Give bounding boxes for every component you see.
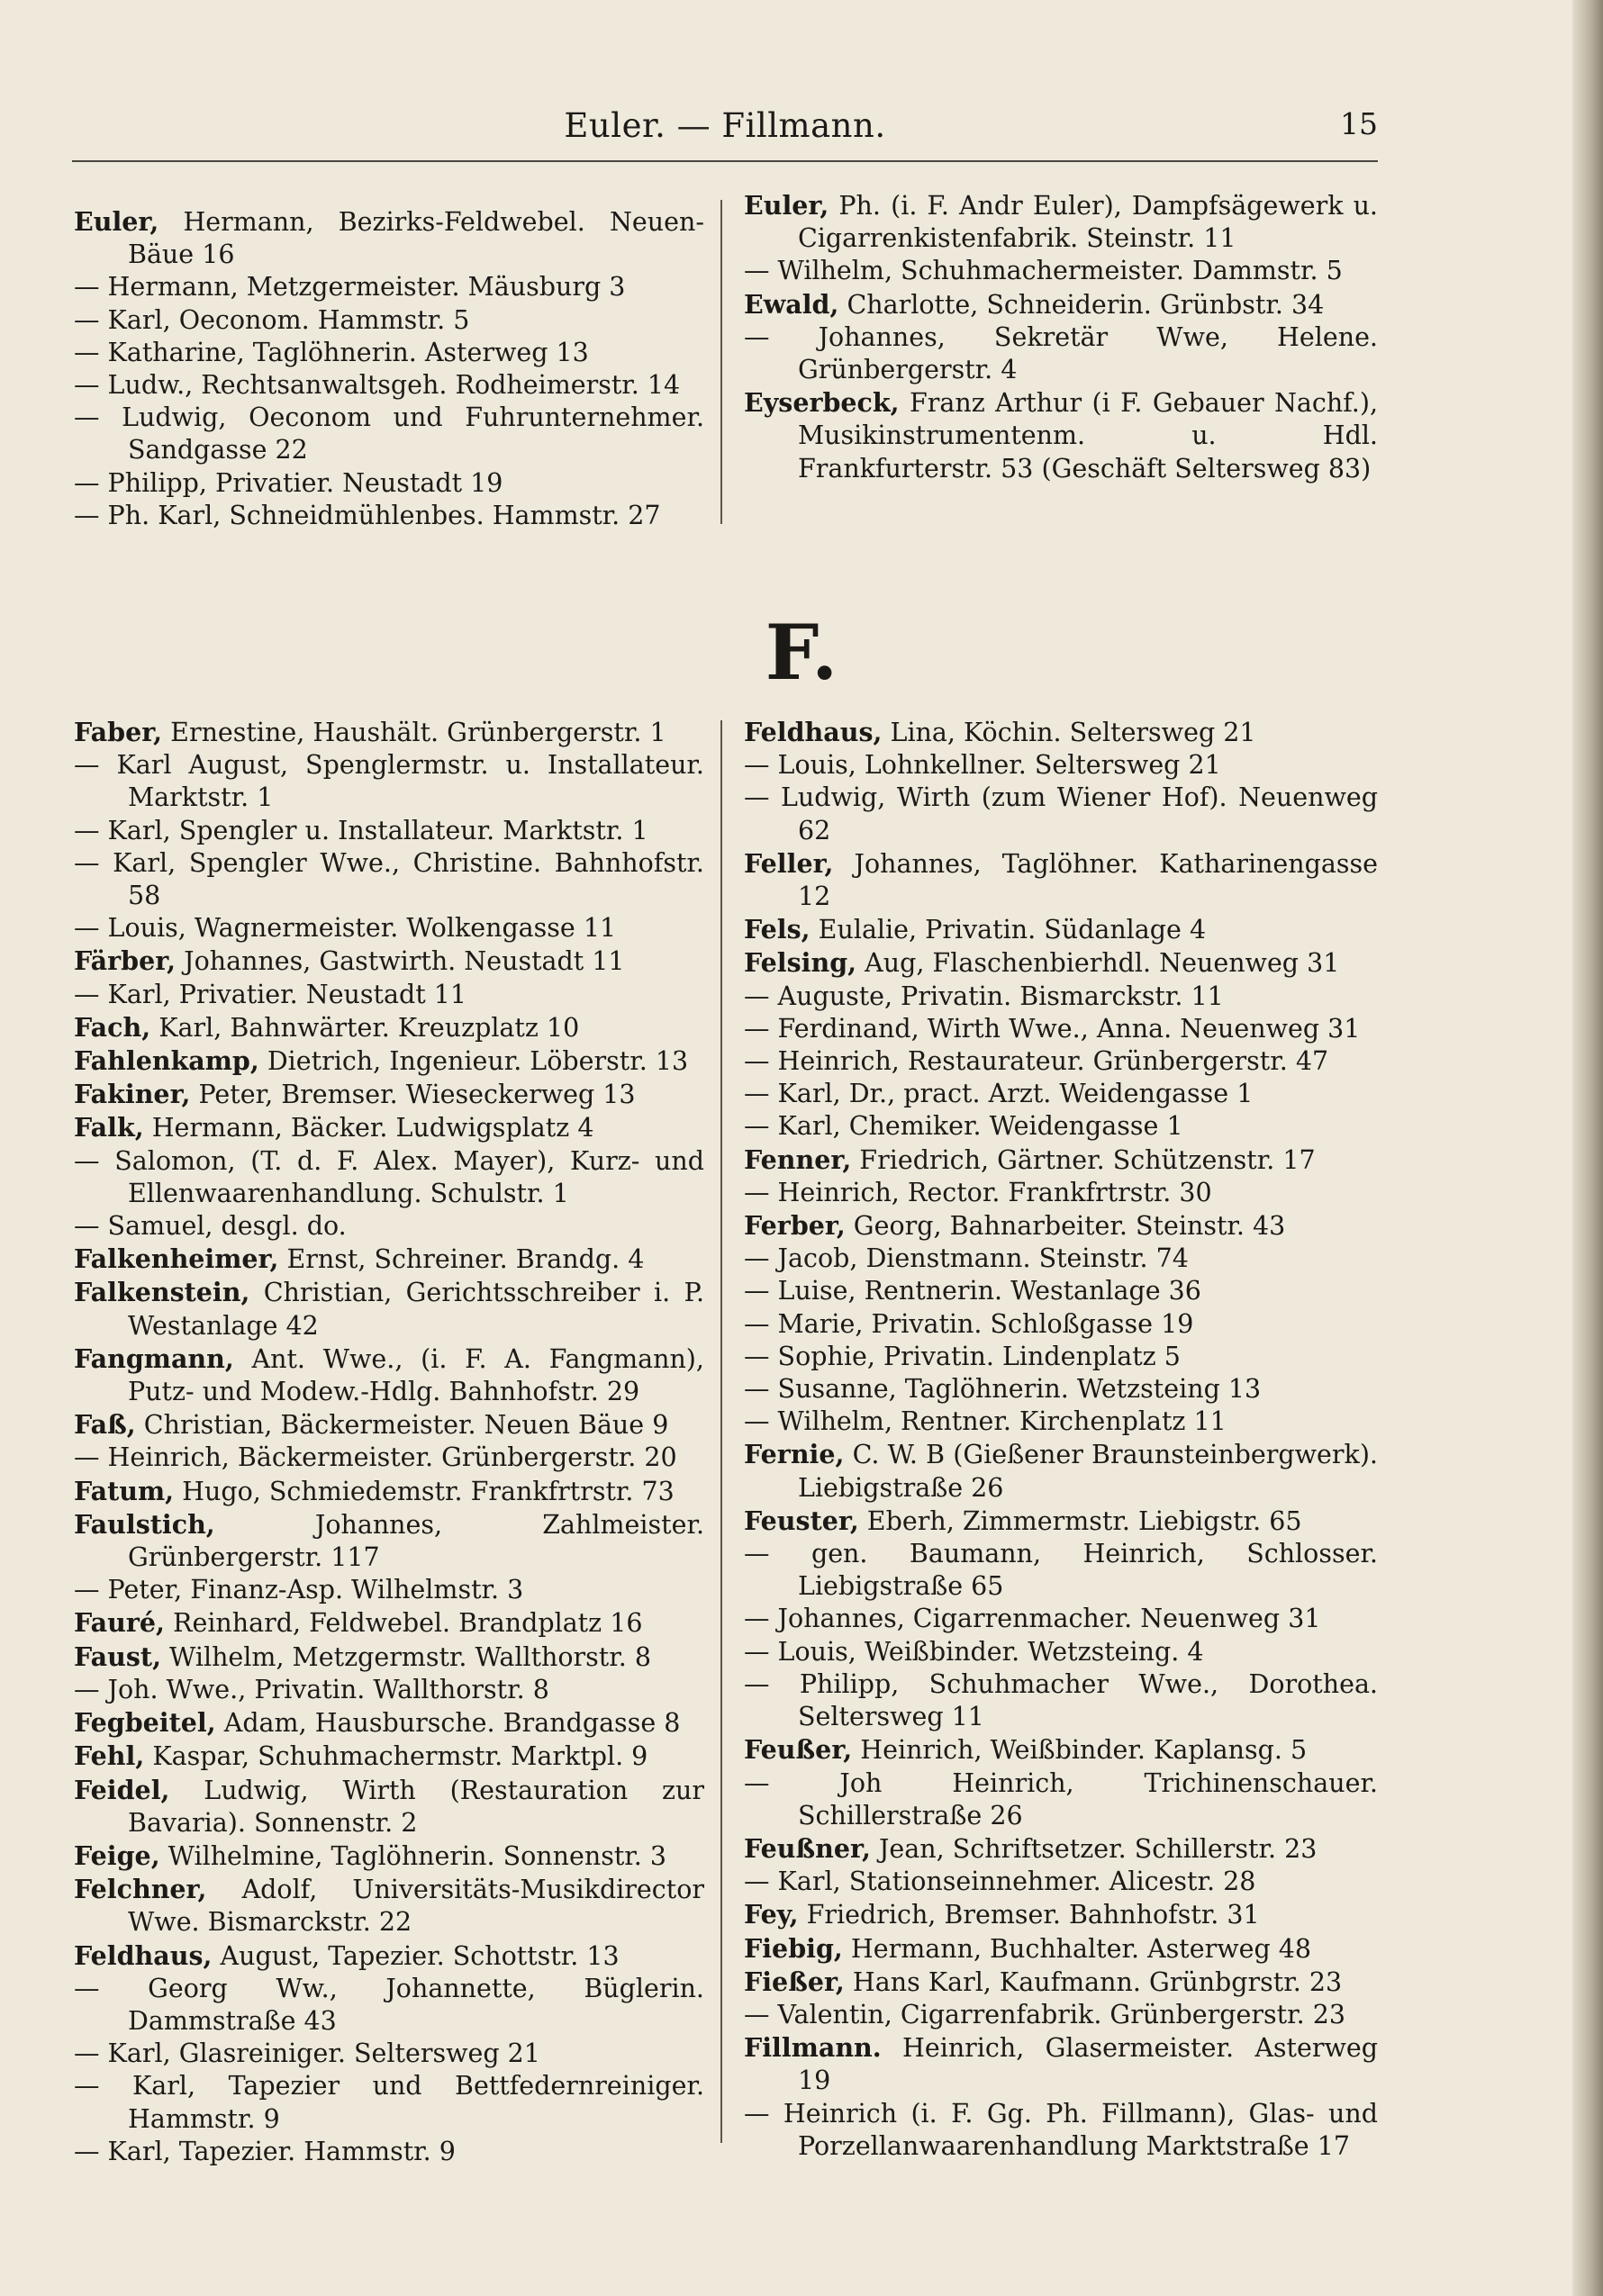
- surname: Fehl,: [74, 1740, 145, 1772]
- entry-text: — Ferdinand, Wirth Wwe., Anna. Neuenweg 31: [744, 1013, 1361, 1044]
- surname: Fach,: [74, 1011, 151, 1043]
- entry-text: — Joh. Wwe., Privatin. Wallthorstr. 8: [74, 1674, 549, 1704]
- entry-text: — Georg Ww., Johannette, Büglerin. Dammstraße 43: [74, 1973, 704, 2036]
- directory-entry: [74, 1674, 704, 1706]
- directory-entry: [744, 1999, 1378, 2031]
- directory-entry: [74, 205, 704, 271]
- surname: Fahlenkamp,: [74, 1045, 259, 1077]
- directory-entry: [74, 1508, 704, 1574]
- directory-entry: [74, 1243, 704, 1276]
- entry-text: Adam, Hausbursche. Brandgasse 8: [215, 1708, 681, 1739]
- entry-text: Ph. (i. F. Andr Euler), Dampfsägewerk u. Cigarrenkistenfabrik. Steinstr. 11: [798, 191, 1378, 254]
- entry-text: — Philipp, Schuhmacher Wwe., Dorothea. Seltersweg 11: [744, 1668, 1378, 1732]
- surname: Feldhaus,: [744, 717, 883, 747]
- entry-text: — Hermann, Metzgermeister. Mäusburg 3: [74, 272, 626, 303]
- surname: Fangmann,: [74, 1342, 234, 1374]
- entry-text: Reinhard, Feldwebel. Brandplatz 16: [164, 1608, 643, 1639]
- directory-entry: [74, 1342, 704, 1408]
- entry-text: Johannes, Gastwirth. Neustadt 11: [176, 946, 625, 977]
- entry-text: — Louis, Lohnkellner. Seltersweg 21: [744, 750, 1221, 781]
- surname: Ewald,: [744, 288, 839, 320]
- surname: Faulstich,: [74, 1508, 215, 1540]
- directory-entry: [74, 912, 704, 945]
- directory-entry: [744, 1733, 1378, 1767]
- directory-entry: [74, 1145, 704, 1210]
- entry-text: — Ph. Karl, Schneidmühlenbes. Hammstr. 27: [74, 500, 661, 530]
- entry-text: — Joh Heinrich, Trichinenschauer. Schillerstraße 26: [744, 1767, 1378, 1830]
- column-divider: [720, 720, 722, 2143]
- entry-text: — Wilhelm, Schuhmachermeister. Dammstr. 5: [744, 256, 1343, 286]
- directory-entry: [74, 815, 704, 847]
- directory-entry: [744, 1505, 1378, 1538]
- directory-entry: [74, 1939, 704, 1973]
- directory-entry: [74, 1774, 704, 1840]
- surname: Felsing,: [744, 947, 857, 979]
- entry-text: — Louis, Wagnermeister. Wolkengasse 11: [74, 913, 617, 944]
- entry-text: — Marie, Privatin. Schloßgasse 19: [744, 1308, 1194, 1339]
- surname: Feußner,: [744, 1832, 871, 1864]
- directory-entry: [744, 1668, 1378, 1733]
- left-column: [74, 716, 704, 2168]
- directory-entry: [74, 1276, 704, 1342]
- directory-entry: [74, 1210, 704, 1243]
- directory-entry: [744, 847, 1378, 913]
- entry-text: Christian, Bäckermeister. Neuen Bäue 9: [135, 1410, 669, 1441]
- directory-entry: [74, 847, 704, 912]
- directory-entry: [744, 1932, 1378, 1966]
- directory-entry: [744, 1341, 1378, 1373]
- surname: Fauré,: [74, 1607, 165, 1639]
- entry-text: Adolf, Universitäts-Musikdirector Wwe. Bismarckstr. 22: [128, 1875, 704, 1938]
- page-title: Euler. — Fillmann.: [564, 106, 886, 145]
- surname: Faust,: [74, 1641, 161, 1672]
- surname: Faber,: [74, 717, 163, 747]
- directory-entry: [74, 2070, 704, 2135]
- entry-text: August, Tapezier. Schottstr. 13: [212, 1940, 620, 1971]
- entry-text: Wilhelmine, Taglöhnerin. Sonnenstr. 3: [159, 1840, 667, 1871]
- section-letter: F.: [765, 608, 838, 697]
- entry-text: Ernst, Schreiner. Brandg. 4: [278, 1244, 645, 1275]
- entry-text: Georg, Bahnarbeiter. Steinstr. 43: [845, 1211, 1286, 1242]
- directory-entry: [744, 1898, 1378, 1931]
- entry-text: Karl, Bahnwärter. Kreuzplatz 10: [150, 1012, 580, 1043]
- directory-entry: [744, 1078, 1378, 1110]
- entry-text: — Karl, Tapezier. Hammstr. 9: [74, 2136, 456, 2166]
- directory-entry: [74, 1840, 704, 1873]
- entry-text: Hermann, Buchhalter. Asterweg 48: [842, 1933, 1312, 1964]
- surname: Felchner,: [74, 1874, 207, 1905]
- entry-text: — Katharine, Taglöhnerin. Asterweg 13: [74, 337, 589, 367]
- directory-entry: [74, 271, 704, 303]
- entry-text: Wilhelm, Metzgermstr. Wallthorstr. 8: [161, 1641, 651, 1672]
- directory-entry: [744, 749, 1378, 782]
- entry-text: — Samuel, desgl. do.: [74, 1211, 347, 1242]
- directory-entry: [744, 1275, 1378, 1307]
- directory-entry: [744, 1110, 1378, 1143]
- directory-entry: [744, 1438, 1378, 1504]
- directory-entry: [74, 1111, 704, 1144]
- entry-text: Aug, Flaschenbierhdl. Neuenweg 31: [856, 948, 1340, 979]
- entry-text: — Johannes, Sekretär Wwe, Helene. Grünbergerstr. 4: [744, 321, 1378, 385]
- entry-text: — Karl, Spengler Wwe., Christine. Bahnhofstr. 58: [74, 847, 704, 911]
- directory-entry: [744, 1143, 1378, 1177]
- entry-text: Heinrich, Glasermeister. Asterweg 19: [798, 2033, 1378, 2096]
- entry-text: Kaspar, Schuhmachermstr. Marktpl. 9: [144, 1741, 648, 1772]
- entry-text: — Sophie, Privatin. Lindenplatz 5: [744, 1341, 1181, 1371]
- entry-text: — Wilhelm, Rentner. Kirchenplatz 11: [744, 1406, 1227, 1437]
- directory-entry: [744, 288, 1378, 321]
- directory-entry: [74, 716, 704, 749]
- page-edge-shadow: [1572, 0, 1603, 2296]
- directory-entry: [74, 749, 704, 814]
- entry-text: Heinrich, Weißbinder. Kaplansg. 5: [852, 1735, 1308, 1766]
- directory-entry: [744, 255, 1378, 287]
- entry-text: Lina, Köchin. Seltersweg 21: [882, 718, 1256, 747]
- directory-entry: [74, 1011, 704, 1044]
- directory-entry: [74, 337, 704, 369]
- directory-entry: [74, 1574, 704, 1606]
- entry-text: — Heinrich, Restaurateur. Grünbergerstr. 47: [744, 1046, 1329, 1077]
- directory-entry: [744, 1406, 1378, 1438]
- directory-entry: [74, 1408, 704, 1442]
- directory-entry: [74, 979, 704, 1011]
- entry-text: — Auguste, Privatin. Bismarckstr. 11: [744, 981, 1224, 1011]
- directory-entry: [74, 2038, 704, 2070]
- surname: Euler,: [74, 206, 159, 237]
- entry-text: Eberh, Zimmermstr. Liebigstr. 65: [858, 1505, 1302, 1536]
- entry-text: Ant. Wwe., (i. F. A. Fangmann), Putz- und Modew.-Hdlg. Bahnhofstr. 29: [128, 1343, 704, 1407]
- right-column: [744, 716, 1378, 2163]
- directory-entry: [74, 1740, 704, 1773]
- directory-entry: [74, 1044, 704, 1078]
- directory-entry: [74, 1641, 704, 1674]
- directory-entry: [744, 716, 1378, 749]
- entry-text: Ludwig, Wirth (Restauration zur Bavaria). Sonnenstr. 2: [128, 1775, 704, 1838]
- entry-text: Eulalie, Privatin. Südanlage 4: [810, 915, 1207, 945]
- surname: Fenner,: [744, 1143, 852, 1175]
- surname: Fegbeitel,: [74, 1707, 216, 1739]
- running-header: [72, 106, 1378, 145]
- surname: Fels,: [744, 914, 811, 945]
- entry-text: Jean, Schriftsetzer. Schillerstr. 23: [870, 1833, 1318, 1864]
- surname: Feuster,: [744, 1505, 859, 1536]
- directory-entry: [744, 1603, 1378, 1635]
- upper-right-column: [744, 189, 1378, 485]
- surname: Falk,: [74, 1112, 144, 1143]
- entry-text: Johannes, Zahlmeister. Grünbergerstr. 117: [128, 1509, 704, 1573]
- surname: Faß,: [74, 1409, 136, 1441]
- directory-entry: [74, 500, 704, 532]
- surname: Fernie,: [744, 1439, 845, 1470]
- entry-text: Christian, Gerichtsschreiber i. P. Westanlage 42: [128, 1278, 704, 1341]
- directory-entry: [744, 2031, 1378, 2097]
- surname: Fiebig,: [744, 1932, 843, 1964]
- surname: Fakiner,: [74, 1079, 191, 1110]
- entry-text: Peter, Bremser. Wieseckerweg 13: [190, 1080, 636, 1110]
- directory-entry: [74, 1442, 704, 1474]
- surname: Feller,: [744, 847, 834, 879]
- surname: Feidel,: [74, 1774, 170, 1805]
- directory-entry: [744, 1966, 1378, 1999]
- entry-text: — Ludwig, Oeconom und Fuhrunternehmer. Sandgasse 22: [74, 402, 704, 466]
- directory-entry: [744, 1209, 1378, 1243]
- entry-text: — Philipp, Privatier. Neustadt 19: [74, 467, 503, 498]
- entry-text: — Heinrich, Rector. Frankfrtrstr. 30: [744, 1177, 1212, 1207]
- directory-entry: [744, 1636, 1378, 1668]
- directory-entry: [744, 386, 1378, 485]
- entry-text: — Karl, Stationseinnehmer. Alicestr. 28: [744, 1867, 1256, 1897]
- entry-text: — Heinrich, Bäckermeister. Grünbergerstr. 20: [74, 1442, 677, 1473]
- entry-text: Hugo, Schmiedemstr. Frankfrtrstr. 73: [174, 1476, 675, 1506]
- entry-text: Ernestine, Haushält. Grünbergerstr. 1: [162, 718, 666, 747]
- entry-text: — Karl, Oeconom. Hammstr. 5: [74, 304, 470, 335]
- surname: Ferber,: [744, 1210, 846, 1242]
- directory-entry: [744, 1538, 1378, 1603]
- directory-entry: [74, 2136, 704, 2168]
- upper-column-divider: [720, 200, 722, 524]
- entry-text: Franz Arthur (i F. Gebauer Nachf.), Musikinstrumentenm. u. Hdl. Frankfurterstr. 53 (Geschäft Seltersweg 83): [798, 388, 1378, 484]
- surname: Falkenstein,: [74, 1277, 250, 1308]
- entry-text: — Johannes, Cigarrenmacher. Neuenweg 31: [744, 1604, 1321, 1634]
- surname: Feige,: [74, 1840, 160, 1871]
- surname: Falkenheimer,: [74, 1243, 279, 1275]
- surname: Fillmann.: [744, 2032, 882, 2064]
- directory-entry: [744, 1373, 1378, 1406]
- directory-entry: [74, 1475, 704, 1508]
- entry-text: Hermann, Bezirks-Feldwebel. Neuen-Bäue 16: [128, 207, 704, 270]
- page-number: 15: [1340, 106, 1378, 141]
- surname: Feußer,: [744, 1734, 853, 1766]
- directory-entry: [74, 1606, 704, 1640]
- entry-text: — gen. Baumann, Heinrich, Schlosser. Liebigstraße 65: [744, 1539, 1378, 1602]
- entry-text: — Karl, Spengler u. Installateur. Marktstr. 1: [74, 815, 648, 845]
- entry-text: Charlotte, Schneiderin. Grünbstr. 34: [838, 289, 1325, 320]
- directory-entry: [744, 1308, 1378, 1341]
- surname: Fatum,: [74, 1475, 175, 1506]
- directory-entry: [744, 946, 1378, 980]
- directory-entry: [74, 1973, 704, 2038]
- directory-entry: [744, 321, 1378, 386]
- directory-entry: [744, 1866, 1378, 1898]
- directory-entry: [744, 1832, 1378, 1866]
- entry-text: — Valentin, Cigarrenfabrik. Grünbergerstr. 23: [744, 1999, 1345, 2029]
- entry-text: Hermann, Bäcker. Ludwigsplatz 4: [143, 1113, 594, 1143]
- directory-entry: [744, 1767, 1378, 1832]
- entry-text: Friedrich, Gärtner. Schützenstr. 17: [851, 1144, 1316, 1175]
- upper-left-column: [74, 205, 704, 532]
- directory-entry: [74, 369, 704, 402]
- directory-entry: [744, 782, 1378, 846]
- entry-text: — Karl August, Spenglermstr. u. Installateur. Marktstr. 1: [74, 750, 704, 813]
- surname: Feldhaus,: [74, 1939, 213, 1971]
- directory-entry: [744, 1177, 1378, 1209]
- header-rule: [72, 160, 1378, 162]
- directory-entry: [74, 1078, 704, 1111]
- directory-entry: [74, 1706, 704, 1740]
- directory-entry: [744, 1013, 1378, 1045]
- entry-text: — Heinrich (i. F. Gg. Ph. Fillmann), Glas- und Porzellanwaarenhandlung Marktstraße 17: [744, 2098, 1378, 2161]
- surname: Fießer,: [744, 1966, 845, 1997]
- directory-entry: [74, 1873, 704, 1939]
- entry-text: — Karl, Tapezier und Bettfedernreiniger. Hammstr. 9: [74, 2071, 704, 2134]
- directory-entry: [744, 189, 1378, 255]
- directory-entry: [744, 913, 1378, 946]
- entry-text: — Ludwig, Wirth (zum Wiener Hof). Neuenweg 62: [744, 782, 1378, 845]
- entry-text: — Louis, Weißbinder. Wetzsteing. 4: [744, 1636, 1204, 1667]
- entry-text: — Karl, Chemiker. Weidengasse 1: [744, 1111, 1183, 1142]
- surname: Fey,: [744, 1899, 799, 1930]
- entry-text: Johannes, Taglöhner. Katharinengasse 12: [798, 848, 1378, 912]
- entry-text: — Salomon, (T. d. F. Alex. Mayer), Kurz- und Ellenwaarenhandlung. Schulstr. 1: [74, 1145, 704, 1208]
- directory-entry: [744, 2098, 1378, 2163]
- directory-entry: [74, 945, 704, 978]
- directory-entry: [744, 1243, 1378, 1275]
- entry-text: — Peter, Finanz-Asp. Wilhelmstr. 3: [74, 1575, 524, 1605]
- entry-text: Dietrich, Ingenieur. Löberstr. 13: [258, 1046, 689, 1077]
- entry-text: — Karl, Privatier. Neustadt 11: [74, 979, 467, 1009]
- entry-text: — Karl, Glasreiniger. Seltersweg 21: [74, 2038, 540, 2069]
- entry-text: — Luise, Rentnerin. Westanlage 36: [744, 1276, 1201, 1306]
- directory-entry: [74, 402, 704, 466]
- entry-text: Hans Karl, Kaufmann. Grünbgrstr. 23: [844, 1966, 1343, 1997]
- entry-text: — Susanne, Taglöhnerin. Wetzsteing 13: [744, 1374, 1262, 1405]
- surname: Eyserbeck,: [744, 387, 900, 419]
- entry-text: — Karl, Dr., pract. Arzt. Weidengasse 1: [744, 1079, 1254, 1109]
- entry-text: — Ludw., Rechtsanwaltsgeh. Rodheimerstr. 14: [74, 370, 681, 401]
- directory-entry: [74, 467, 704, 500]
- surname: Euler,: [744, 190, 829, 221]
- entry-text: Friedrich, Bremser. Bahnhofstr. 31: [798, 1900, 1260, 1930]
- directory-entry: [744, 981, 1378, 1013]
- directory-entry: [744, 1045, 1378, 1078]
- directory-entry: [74, 304, 704, 337]
- entry-text: — Jacob, Dienstmann. Steinstr. 74: [744, 1243, 1189, 1274]
- surname: Färber,: [74, 945, 177, 977]
- entry-text: C. W. B (Gießener Braunsteinbergwerk). Liebigstraße 26: [798, 1440, 1378, 1503]
